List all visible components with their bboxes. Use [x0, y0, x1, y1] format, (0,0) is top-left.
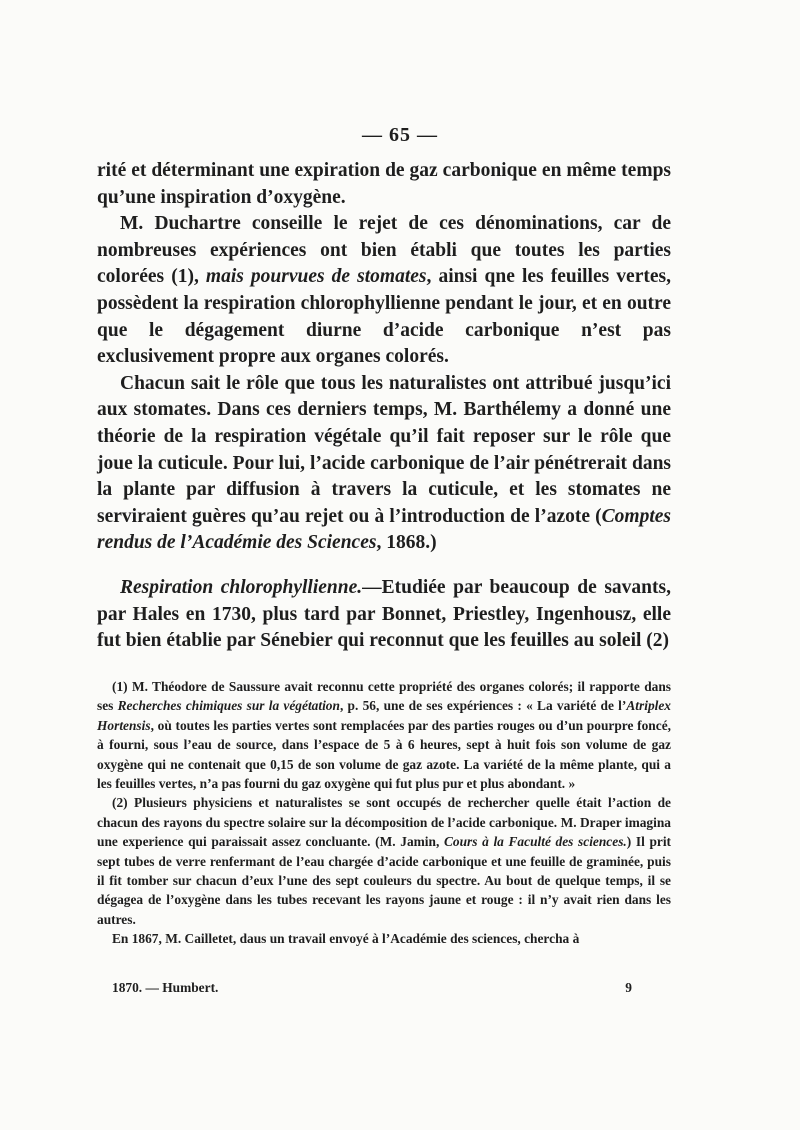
text-run: (2) Plusieurs physiciens et naturalistes se sont occupés de rechercher quelle était l’action de chacun des rayons du spectre solaire sur la décomposition de l’acide carbonique. M. Draper imagina une experience qui paraissait assez concluante. (M. Jamin,: [97, 795, 671, 850]
text-run: , p. 56, une de ses expériences : « La variété de l’: [339, 698, 627, 714]
signature-mark: 1870. — Humbert.: [112, 980, 219, 995]
text-run: —Etudiée par beaucoup de savants, par Hales en 1730, plus tard par Bonnet, Priestley, Ingenhousz, elle fut bien établie par Sénebier qui reconnut que les feuilles au soleil (2): [97, 576, 671, 652]
text-run: , où toutes les parties vertes sont remplacées par des parties rouges ou d’un pourpre foncé, à fourni, sous l’eau de source, dans l’espace de 5 à 6 heures, sept à huit fois son volume de gaz oxygène qui ne contenait que 0,15 de son volume de gaz azote. La variété de la même plante, qui a les feuilles vertes, n’a pas fourni du gaz oxygène qui fut plus pur et plus abondant. »: [97, 717, 671, 792]
signature-number: 9: [625, 980, 632, 995]
footnotes: [97, 677, 671, 949]
italic-text: Comptes rendus de l’Académie des Sciences: [97, 505, 671, 554]
paragraph: [97, 575, 671, 655]
text-run: M. Duchartre conseille le rejet de ces dénominations, car de nombreuses expériences ont bien établi que toutes les parties colorées (1),: [97, 213, 671, 288]
italic-text: Cours à la Faculté des sciences.: [443, 834, 627, 850]
text-run: , 1868.): [376, 532, 437, 554]
italic-text: mais pourvues de stomates: [205, 266, 427, 288]
footnote: [97, 929, 671, 948]
text-run: En 1867, M. Cailletet, daus un travail envoyé à l’Académie des sciences, chercha à: [112, 931, 580, 947]
footnote: [97, 793, 671, 929]
paragraph: [97, 371, 671, 557]
text-run: (1) M. Théodore de Saussure avait reconnu cette propriété des organes colorés; il rapporte dans ses: [97, 679, 671, 714]
paragraph: [97, 211, 671, 371]
text-run: Chacun sait le rôle que tous les naturalistes ont attribué jusqu’ici aux stomates. Dans ces derniers temps, M. Barthélemy a donné une théorie de la respiration végétale qu’il fait reposer sur le rôle que joue la cuticule. Pour lui, l’acide carbonique de l’air pénétrerait dans la plante par diffusion à travers la cuticule, et les stomates ne serviraient guères qu’au rejet ou à l’introduction de l’azote (: [97, 372, 671, 527]
text-run: ) Il prit sept tubes de verre renfermant de l’eau chargée d’acide carbonique et une feuille de graminée, puis il fit tomber sur chacun d’eux l’une des sept couleurs du spectre. Au bout de quelque temps, il se dégagea de l’oxygène dans les tubes recevant les rayons jaune et rouge : il n’y avait rien dans les autres.: [97, 834, 672, 927]
page-number: — 65 —: [362, 124, 438, 146]
text-run: rité et déterminant une expiration de gaz carbonique en même temps qu’une inspiration d’oxygène.: [97, 160, 671, 208]
paragraph: [97, 158, 671, 211]
signature-line: [112, 980, 632, 996]
italic-text: Atriplex Hortensis: [97, 698, 671, 733]
italic-text: Respiration chlorophyllienne.: [120, 576, 363, 598]
body-text: [97, 158, 671, 655]
italic-text: Recherches chimiques sur la végétation: [117, 698, 340, 714]
footnote: [97, 677, 671, 793]
text-run: , ainsi qne les feuilles vertes, possèdent la respiration chlorophyllienne pendant le jour, et en outre que le dégagement diurne d’acide carbonique n’est pas exclusivement propre aux organes colorés.: [97, 266, 671, 368]
